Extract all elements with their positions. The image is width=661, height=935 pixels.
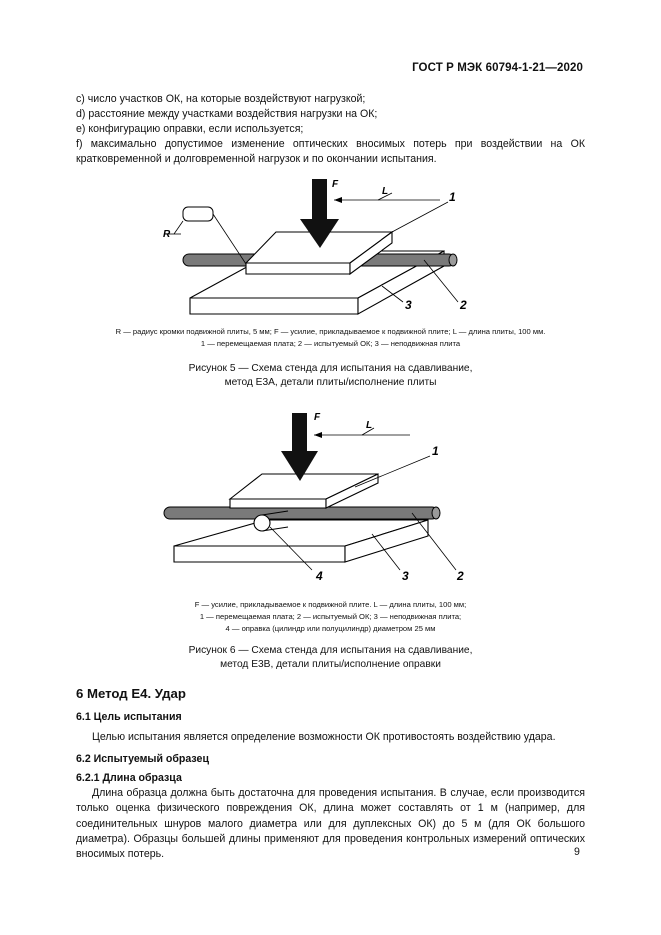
section-6-2-title: 6.2 Испытуемый образец	[76, 753, 209, 765]
label-f: F	[332, 179, 339, 190]
figure-5-caption-line-2: метод Е3А, детали плиты/исполнение плиты	[224, 377, 437, 388]
number-3: 3	[405, 298, 412, 312]
page-number: 9	[574, 846, 580, 858]
fixed-plate-front	[174, 546, 345, 562]
figure-6-legend-line-1: F — усилие, прикладываемое к подвижной плите. L — длина плиты, 100 мм;	[194, 600, 467, 609]
document-header: ГОСТ Р МЭК 60794-1-21—2020	[412, 62, 583, 74]
section-6-1-text: Целью испытания является определение возможности ОК противостоять воздействию удара.	[92, 731, 556, 743]
fixed-plate-front	[190, 298, 358, 314]
figure-6-caption-line-2: метод Е3В, детали плиты/исполнение оправки	[220, 659, 441, 670]
figure-5-legend-line-2: 1 — перемещаемая плата; 2 — испытуемый ОК; 3 — неподвижная плита	[200, 339, 461, 348]
section-6-title: 6 Метод Е4. Удар	[76, 686, 186, 701]
list-item-c: с) число участков ОК, на которые воздействуют нагрузкой;	[76, 93, 366, 105]
list-item-e: е) конфигурацию оправки, если используется;	[76, 123, 304, 135]
label-f: F	[314, 412, 321, 423]
cable	[164, 507, 438, 519]
label-l: L	[366, 420, 373, 431]
figure-5-diagram	[0, 170, 661, 330]
list-item-f: f) максимально допустимое изменение оптических вносимых потерь при воздействии на ОК кратковременной и долговременной нагрузок и по окончании испытания.	[76, 138, 585, 166]
figure-6-legend-line-3: 4 — оправка (цилиндр или полуцилиндр) диаметром 25 мм	[225, 624, 436, 633]
number-2: 2	[460, 298, 467, 312]
radius-callout	[183, 207, 213, 221]
label-r: R	[163, 229, 171, 240]
section-6-1-title: 6.1 Цель испытания	[76, 711, 182, 723]
label-l: L	[382, 186, 389, 197]
figure-6-diagram	[0, 405, 661, 590]
figure-6-caption-line-1: Рисунок 6 — Схема стенда для испытания на сдавливание,	[188, 645, 473, 656]
figure-5-caption-line-1: Рисунок 5 — Схема стенда для испытания на сдавливание,	[188, 363, 473, 374]
mandrel	[254, 515, 270, 531]
number-1: 1	[432, 444, 439, 458]
section-6-2-1-title: 6.2.1 Длина образца	[76, 772, 182, 784]
number-2: 2	[457, 569, 464, 583]
force-arrow-shaft	[292, 413, 307, 451]
figure-6-legend-line-2: 1 — перемещаемая плата; 2 — испытуемый ОК; 3 — неподвижная плита;	[199, 612, 462, 621]
number-4: 4	[316, 569, 323, 583]
number-1: 1	[449, 190, 456, 204]
force-arrow-shaft	[312, 179, 327, 219]
section-6-2-1-text: Длина образца должна быть достаточна для проведения испытания. В случае, если производится только оценка физического повреждения ОК, длина может составлять от 1 м (например, для соединительных шнуров малого диаметра или для дуплексных ОК) до 5 м (для ОК большого диаметра). Образцы большей длины применяют для проведения контрольных измерений оптических вносимых потерь.	[76, 787, 585, 861]
list-item-d: d) расстояние между участками воздействия нагрузки на ОК;	[76, 108, 378, 120]
number-3: 3	[402, 569, 409, 583]
movable-plate-front	[246, 263, 350, 274]
movable-plate-front	[230, 499, 326, 508]
figure-5-legend-line-1: R — радиус кромки подвижной плиты, 5 мм; F — усилие, прикладываемое к подвижной плите; L — длина плиты, 100 мм.	[115, 327, 546, 336]
